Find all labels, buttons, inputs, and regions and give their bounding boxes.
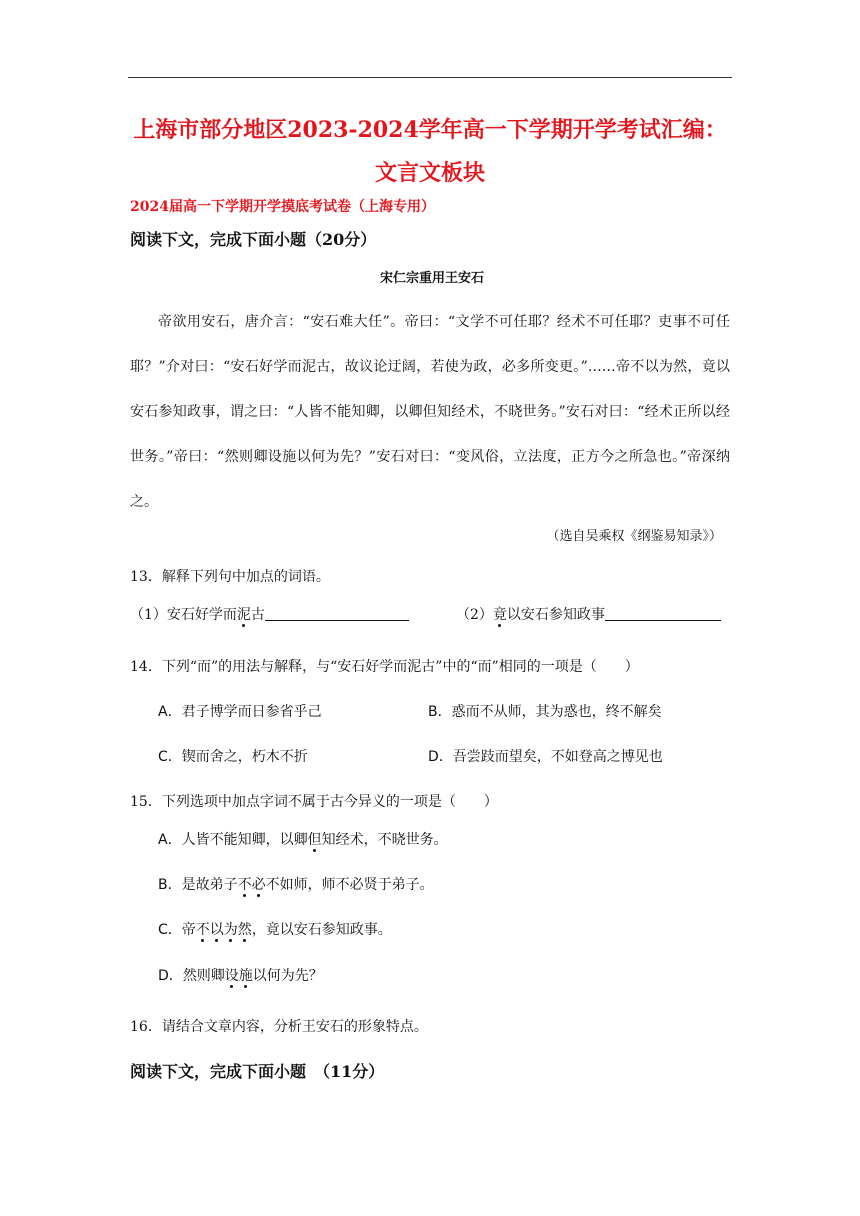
q14-option-a[interactable] [158, 701, 322, 723]
dotted-char: 竟 [492, 607, 507, 623]
option-text-post: 以何为先？ [252, 968, 323, 984]
dotted-char: 设 [224, 968, 239, 984]
exam-subtitle: 2024届高一下学期开学摸底考试卷（上海专用） [130, 199, 435, 215]
dotted-char: 必 [251, 877, 266, 893]
dotted-char: 不 [237, 877, 252, 893]
dotted-char: 然 [237, 922, 252, 938]
option-letter: D． [428, 749, 453, 765]
option-text-pre: 人皆不能知卿，以卿 [181, 832, 308, 848]
option-text: 吾尝跂而望矣，不如登高之博见也 [452, 749, 663, 765]
q14-option-d[interactable] [428, 746, 663, 768]
item-1-text-post: 古 [250, 607, 265, 623]
option-text-pre: 是故弟子 [181, 877, 238, 893]
header-rule [128, 77, 732, 78]
option-text: 君子博学而日参省乎己 [181, 704, 322, 720]
passage-text: 帝欲用安石，唐介言：“安石难大任”。帝曰：“文学不可任耶？经术不可任耶？吏事不可任耶？”介对曰：“安石好学而泥古，故议论迂阔，若使为政，必多所变更。”……帝不以为然，竟以安石参知政事，谓之曰：“人皆不能知卿，以卿但知经术，不晓世务。”安石对曰：“经术正所以经世务。”帝曰：“然则卿设施以何为先？”安石对曰：“变风俗，立法度，正方今之所急也。”帝深纳之。 [130, 314, 730, 510]
q14-option-c[interactable] [158, 746, 308, 768]
option-letter: B． [428, 704, 452, 720]
question-13-item-1 [130, 604, 409, 626]
section2-heading: 阅读下文，完成下面小题 （11分） [130, 1062, 385, 1081]
question-15-stem: 15．下列选项中加点字词不属于古今异义的一项是（ ） [130, 794, 498, 810]
question-13-item-2 [456, 604, 721, 626]
answer-blank-2[interactable] [605, 604, 721, 621]
answer-blank-1[interactable] [265, 604, 409, 621]
section1-heading: 阅读下文，完成下面小题（20分） [130, 230, 377, 249]
option-letter: C． [158, 749, 182, 765]
question-16-stem: 16．请结合文章内容，分析王安石的形象特点。 [130, 1019, 428, 1035]
option-text-post: 不如师，师不必贤于弟子。 [265, 877, 434, 893]
dotted-char: 泥 [236, 607, 251, 623]
dotted-char: 以 [209, 922, 224, 938]
q15-option-b[interactable] [158, 874, 434, 896]
document-title-line2: 文言文板块 [374, 160, 485, 186]
option-text: 惑而不从师，其为惑也，终不解矣 [451, 704, 662, 720]
option-text-post: ，竟以安石参知政事。 [251, 922, 392, 938]
item-2-text-pre: （2） [456, 607, 493, 623]
item-2-text-post: 以安石参知政事 [506, 607, 605, 623]
dotted-char: 不 [195, 922, 210, 938]
option-text-pre: 帝 [181, 922, 196, 938]
q14-option-b[interactable] [428, 701, 662, 723]
option-text-post: 知经术，不晓世务。 [321, 832, 448, 848]
dotted-char: 但 [307, 832, 322, 848]
q15-option-c[interactable] [158, 919, 392, 941]
option-text-pre: 然则卿 [182, 968, 225, 984]
item-1-text-pre: （1）安石好学而 [130, 607, 237, 623]
q15-option-a[interactable] [158, 829, 448, 851]
option-text: 锲而舍之，朽木不折 [181, 749, 308, 765]
question-14-stem: 14．下列“而”的用法与解释，与“安石好学而泥古”中的“而”相同的一项是（ ） [130, 659, 639, 675]
option-letter: D． [158, 968, 183, 984]
dotted-char: 为 [223, 922, 238, 938]
option-letter: A． [158, 832, 182, 848]
option-letter: A． [158, 704, 182, 720]
dotted-char: 施 [238, 968, 253, 984]
option-letter: B． [158, 877, 182, 893]
passage-title: 宋仁宗重用王安石 [379, 271, 484, 286]
option-letter: C． [158, 922, 182, 938]
question-13-stem: 13．解释下列句中加点的词语。 [130, 569, 330, 585]
q15-option-d[interactable] [158, 965, 323, 987]
passage-source: （选自吴乘权《纲鉴易知录》） [546, 529, 722, 544]
document-title-line1: 上海市部分地区2023-2024学年高一下学期开学考试汇编： [133, 117, 727, 143]
